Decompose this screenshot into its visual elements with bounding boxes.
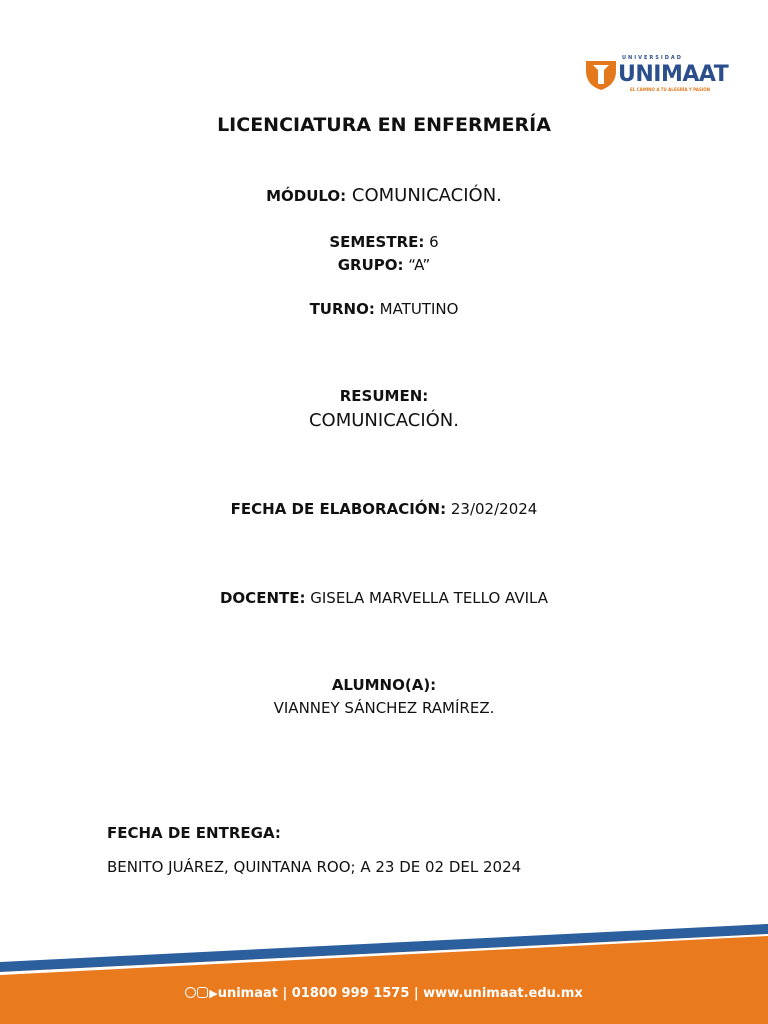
footer-band bbox=[0, 920, 768, 1024]
footer-text: unimaat | 01800 999 1575 | www.unimaat.edu.mx bbox=[217, 986, 583, 1001]
fecha-entrega-label: FECHA DE ENTREGA: bbox=[107, 824, 281, 842]
docente-line bbox=[0, 589, 768, 607]
semestre-value: 6 bbox=[424, 233, 439, 251]
semestre-line bbox=[0, 233, 768, 251]
resumen-value: COMUNICACIÓN. bbox=[308, 410, 459, 431]
fecha-entrega-line bbox=[107, 824, 281, 842]
grupo-value: “A” bbox=[403, 256, 431, 274]
resumen-label: RESUMEN: bbox=[339, 387, 429, 405]
modulo-label: MÓDULO: bbox=[266, 187, 347, 205]
alumno-value: VIANNEY SÁNCHEZ RAMÍREZ. bbox=[273, 699, 495, 717]
docente-label: DOCENTE: bbox=[219, 589, 306, 607]
docente-value: GISELA MARVELLA TELLO AVILA bbox=[305, 589, 549, 607]
alumno-label-line bbox=[0, 676, 768, 694]
turno-value: MATUTINO bbox=[374, 300, 459, 318]
twitter-icon[interactable]: ▶ bbox=[209, 987, 218, 1000]
logo-top-text: UNIVERSIDAD bbox=[622, 55, 683, 61]
facebook-icon[interactable] bbox=[185, 987, 196, 998]
fecha-elaboracion-label: FECHA DE ELABORACIÓN: bbox=[230, 500, 447, 518]
document-title: LICENCIATURA EN ENFERMERÍA bbox=[217, 114, 551, 136]
turno-label: TURNO: bbox=[309, 300, 375, 318]
lugar-fecha: BENITO JUÁREZ, QUINTANA ROO; A 23 DE 02 DEL 2024 bbox=[107, 858, 522, 876]
instagram-icon[interactable] bbox=[197, 987, 208, 998]
unimaat-logo bbox=[584, 55, 729, 97]
resumen-label-line bbox=[0, 387, 768, 405]
modulo-value: COMUNICACIÓN. bbox=[346, 185, 502, 206]
semestre-label: SEMESTRE: bbox=[329, 233, 425, 251]
grupo-line bbox=[0, 256, 768, 274]
fecha-elaboracion-line bbox=[0, 500, 768, 518]
logo-slogan: EL CAMINO A TU ALEGRÍA Y PASIÓN bbox=[630, 87, 710, 92]
grupo-label: GRUPO: bbox=[337, 256, 404, 274]
fecha-elaboracion-value: 23/02/2024 bbox=[446, 500, 538, 518]
alumno-label: ALUMNO(A): bbox=[331, 676, 437, 694]
modulo-line bbox=[0, 185, 768, 206]
footer-contact bbox=[0, 986, 768, 1001]
logo-name: UNIMAAT bbox=[618, 62, 729, 87]
turno-line bbox=[0, 300, 768, 318]
shield-logo-icon bbox=[584, 57, 618, 91]
